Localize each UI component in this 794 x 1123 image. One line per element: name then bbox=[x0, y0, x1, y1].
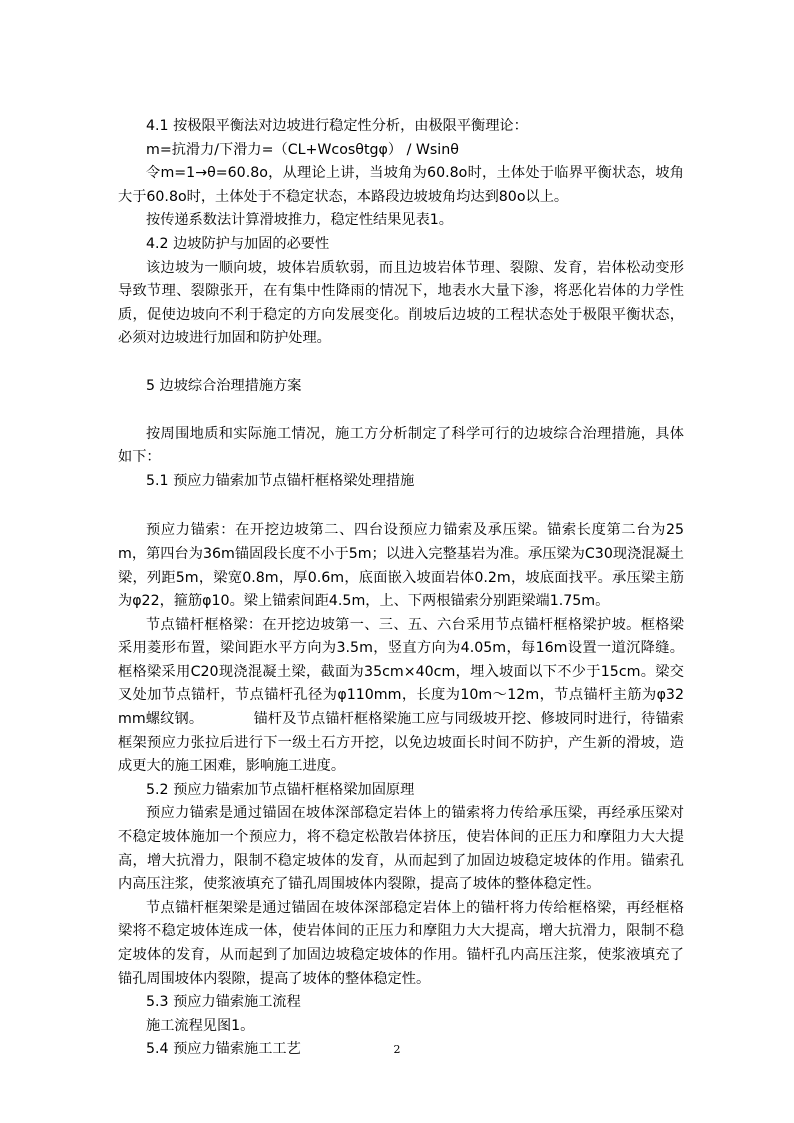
paragraph: 施工流程见图1。 bbox=[146, 1017, 255, 1034]
spacer bbox=[118, 351, 684, 375]
section-heading-5-1: 5.1 预应力锚索加节点锚杆框格梁处理措施 bbox=[146, 472, 415, 489]
page-content bbox=[118, 115, 684, 1062]
paragraph: 按传递系数法计算滑坡推力，稳定性结果见表1。 bbox=[146, 212, 453, 229]
paragraph: 令m=1→θ=60.8o，从理论上讲，当坡角为60.8o时，土体处于临界平衡状态，坡角大于60.8o时，土体处于不稳定状态，本路段边坡坡角均达到80o以上。 bbox=[118, 165, 684, 205]
section-heading-4-2: 4.2 边坡防护与加固的必要性 bbox=[146, 235, 330, 252]
section-heading-5-3: 5.3 预应力锚索施工流程 bbox=[146, 994, 301, 1011]
paragraph: 预应力锚索：在开挖边坡第二、四台设预应力锚索及承压梁。锚索长度第二台为25m，第四台为36m锚固段长度不小于5m；以进入完整基岩为准。承压梁为C30现浇混凝土梁，列距5m，梁宽0.8m，厚0.6m，底面嵌入坡面岩体0.2m，坡底面找平。承压梁主筋为φ22，箍筋φ10。梁上锚索间距4.5m，上、下两根锚索分别距梁端1.75m。 bbox=[118, 522, 684, 610]
paragraph: 预应力锚索是通过锚固在坡体深部稳定岩体上的锚索将力传给承压梁，再经承压梁对不稳定坡体施加一个预应力，将不稳定松散岩体挤压，使岩体间的正压力和摩阻力大大提高，增大抗滑力，限制不稳定坡体的发育，从而起到了加固边坡稳定坡体的作用。锚索孔内高压注浆，使浆液填充了锚孔周围坡体内裂隙，提高了坡体的整体稳定性。 bbox=[118, 805, 684, 893]
formula-line: m=抗滑力/下滑力=（CL+Wcosθtgφ） / Wsinθ bbox=[146, 141, 459, 158]
page-number: 2 bbox=[393, 1043, 401, 1056]
paragraph: 节点锚杆框架梁是通过锚固在坡体深部稳定岩体上的锚杆将力传给框格梁，再经框格梁将不稳定坡体连成一体，使岩体间的正压力和摩阻力大大提高，增大抗滑力，限制不稳定坡体的发育，从而起到了加固边坡稳定坡体的作用。锚杆孔内高压注浆，使浆液填充了锚孔周围坡体内裂隙，提高了坡体的整体稳定性。 bbox=[118, 899, 684, 987]
paragraph: 该边坡为一顺向坡，坡体岩质软弱，而且边坡岩体节理、裂隙、发育，岩体松动变形导致节理、裂隙张开，在有集中性降雨的情况下，地表水大量下渗，将恶化岩体的力学性质，促使边坡向不利于稳定的方向发展变化。削坡后边坡的工程状态处于极限平衡状态，必须对边坡进行加固和防护处理。 bbox=[118, 259, 684, 347]
spacer bbox=[118, 493, 684, 519]
section-heading-4-1: 4.1 按极限平衡法对边坡进行稳定性分析，由极限平衡理论： bbox=[146, 118, 528, 134]
section-heading-5-4: 5.4 预应力锚索施工工艺 bbox=[146, 1041, 301, 1058]
section-heading-5-2: 5.2 预应力锚索加节点锚杆框格梁加固原理 bbox=[146, 781, 415, 798]
paragraph: 节点锚杆框格梁：在开挖边坡第一、三、五、六台采用节点锚杆框格梁护坡。框格梁采用菱形布置，梁间距水平方向为3.5m，竖直方向为4.05m，每16m设置一道沉降缝。框格梁采用C20现浇混凝土梁，截面为35cm×40cm，埋入坡面以下不少于15cm。梁交叉处加节点锚杆，节点锚杆孔径为φ110mm，长度为10m～12m，节点锚杆主筋为φ32mm螺纹钢。 锚杆及节点锚杆框格梁施工应与同级坡开挖、修坡同时进行，待锚索框架预应力张拉后进行下一级土石方开挖，以免边坡面长时间不防护，产生新的滑坡，造成更大的施工困难，影响施工进度。 bbox=[118, 616, 684, 775]
section-heading-5: 5 边坡综合治理措施方案 bbox=[146, 377, 302, 394]
spacer bbox=[118, 399, 684, 423]
paragraph: 按周围地质和实际施工情况，施工方分析制定了科学可行的边坡综合治理措施，具体如下： bbox=[118, 425, 684, 466]
